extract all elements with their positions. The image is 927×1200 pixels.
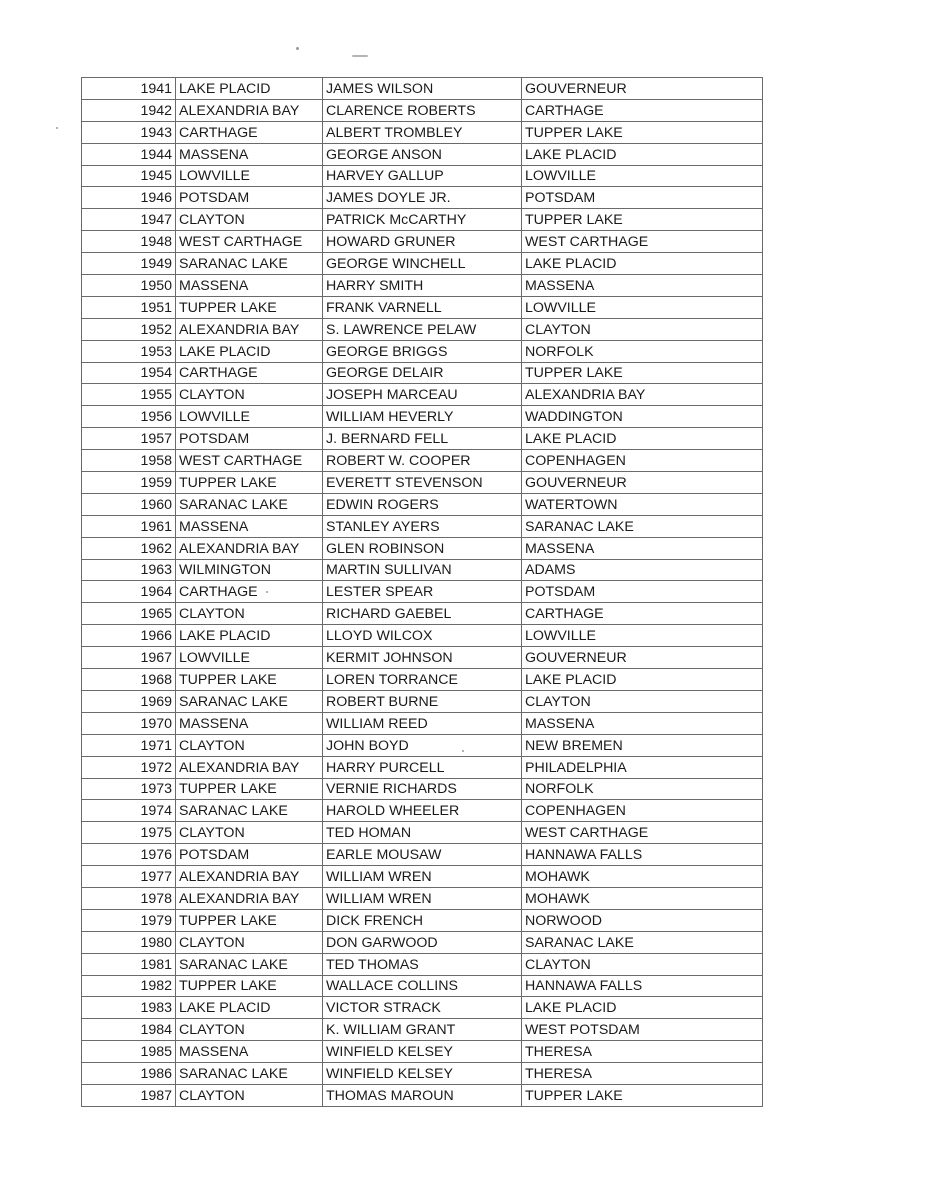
site-cell: ALEXANDRIA BAY bbox=[176, 99, 323, 121]
site-cell: TUPPER LAKE bbox=[176, 975, 323, 997]
name-cell: GEORGE BRIGGS bbox=[323, 340, 522, 362]
table-row bbox=[82, 99, 763, 121]
year-cell: 1942 bbox=[82, 99, 176, 121]
table-row bbox=[82, 450, 763, 472]
site-cell: LAKE PLACID bbox=[176, 340, 323, 362]
hometown-cell: LOWVILLE bbox=[522, 165, 763, 187]
year-cell: 1959 bbox=[82, 472, 176, 494]
hometown-cell: LAKE PLACID bbox=[522, 143, 763, 165]
year-cell: 1986 bbox=[82, 1063, 176, 1085]
hometown-cell: TUPPER LAKE bbox=[522, 121, 763, 143]
hometown-cell: PHILADELPHIA bbox=[522, 756, 763, 778]
hometown-cell: MASSENA bbox=[522, 275, 763, 297]
year-cell: 1980 bbox=[82, 931, 176, 953]
table-row bbox=[82, 515, 763, 537]
year-cell: 1963 bbox=[82, 559, 176, 581]
site-cell: MASSENA bbox=[176, 143, 323, 165]
table-row bbox=[82, 253, 763, 275]
name-cell: WINFIELD KELSEY bbox=[323, 1041, 522, 1063]
scan-speck bbox=[56, 127, 58, 129]
hometown-cell: COPENHAGEN bbox=[522, 800, 763, 822]
hometown-cell: MOHAWK bbox=[522, 866, 763, 888]
hometown-cell: CARTHAGE bbox=[522, 603, 763, 625]
year-cell: 1954 bbox=[82, 362, 176, 384]
table-row bbox=[82, 296, 763, 318]
name-cell: FRANK VARNELL bbox=[323, 296, 522, 318]
year-cell: 1974 bbox=[82, 800, 176, 822]
table-row bbox=[82, 493, 763, 515]
hometown-cell: CLAYTON bbox=[522, 318, 763, 340]
name-cell: MARTIN SULLIVAN bbox=[323, 559, 522, 581]
site-cell: TUPPER LAKE bbox=[176, 909, 323, 931]
hometown-cell: SARANAC LAKE bbox=[522, 931, 763, 953]
name-cell: HAROLD WHEELER bbox=[323, 800, 522, 822]
hometown-cell: TUPPER LAKE bbox=[522, 1084, 763, 1106]
name-cell: RICHARD GAEBEL bbox=[323, 603, 522, 625]
site-cell: POTSDAM bbox=[176, 428, 323, 450]
year-cell: 1972 bbox=[82, 756, 176, 778]
table-row bbox=[82, 209, 763, 231]
year-cell: 1966 bbox=[82, 625, 176, 647]
site-cell: LAKE PLACID bbox=[176, 625, 323, 647]
site-cell: CLAYTON bbox=[176, 603, 323, 625]
table-row bbox=[82, 275, 763, 297]
hometown-cell: LAKE PLACID bbox=[522, 997, 763, 1019]
year-cell: 1949 bbox=[82, 253, 176, 275]
name-cell: EDWIN ROGERS bbox=[323, 493, 522, 515]
hometown-cell: NEW BREMEN bbox=[522, 734, 763, 756]
table-row bbox=[82, 975, 763, 997]
table-row bbox=[82, 844, 763, 866]
site-cell: TUPPER LAKE bbox=[176, 472, 323, 494]
name-cell: JAMES WILSON bbox=[323, 78, 522, 100]
name-cell: WALLACE COLLINS bbox=[323, 975, 522, 997]
scan-speck bbox=[352, 55, 368, 57]
table-row bbox=[82, 121, 763, 143]
name-cell: J. BERNARD FELL bbox=[323, 428, 522, 450]
site-cell: ALEXANDRIA BAY bbox=[176, 866, 323, 888]
hometown-cell: GOUVERNEUR bbox=[522, 78, 763, 100]
table-row bbox=[82, 78, 763, 100]
year-cell: 1985 bbox=[82, 1041, 176, 1063]
table-row bbox=[82, 734, 763, 756]
table-row bbox=[82, 625, 763, 647]
site-cell: SARANAC LAKE bbox=[176, 800, 323, 822]
table-row bbox=[82, 143, 763, 165]
hometown-cell: NORFOLK bbox=[522, 340, 763, 362]
table-row bbox=[82, 778, 763, 800]
name-cell: JAMES DOYLE JR. bbox=[323, 187, 522, 209]
hometown-cell: SARANAC LAKE bbox=[522, 515, 763, 537]
name-cell: JOHN BOYD bbox=[323, 734, 522, 756]
year-cell: 1965 bbox=[82, 603, 176, 625]
table-row bbox=[82, 340, 763, 362]
year-cell: 1941 bbox=[82, 78, 176, 100]
hometown-cell: THERESA bbox=[522, 1063, 763, 1085]
name-cell: WILLIAM WREN bbox=[323, 866, 522, 888]
hometown-cell: COPENHAGEN bbox=[522, 450, 763, 472]
hometown-cell: WEST CARTHAGE bbox=[522, 822, 763, 844]
site-cell: TUPPER LAKE bbox=[176, 669, 323, 691]
table-row bbox=[82, 800, 763, 822]
year-cell: 1977 bbox=[82, 866, 176, 888]
name-cell: EVERETT STEVENSON bbox=[323, 472, 522, 494]
records-table bbox=[81, 77, 763, 1107]
hometown-cell: HANNAWA FALLS bbox=[522, 844, 763, 866]
site-cell: LAKE PLACID bbox=[176, 78, 323, 100]
hometown-cell: POTSDAM bbox=[522, 187, 763, 209]
name-cell: VICTOR STRACK bbox=[323, 997, 522, 1019]
name-cell: DON GARWOOD bbox=[323, 931, 522, 953]
site-cell: MASSENA bbox=[176, 1041, 323, 1063]
scan-speck bbox=[296, 47, 299, 50]
name-cell: VERNIE RICHARDS bbox=[323, 778, 522, 800]
year-cell: 1951 bbox=[82, 296, 176, 318]
year-cell: 1971 bbox=[82, 734, 176, 756]
name-cell: WILLIAM HEVERLY bbox=[323, 406, 522, 428]
site-cell: POTSDAM bbox=[176, 844, 323, 866]
year-cell: 1968 bbox=[82, 669, 176, 691]
site-cell: CARTHAGE bbox=[176, 121, 323, 143]
hometown-cell: TUPPER LAKE bbox=[522, 362, 763, 384]
table-row bbox=[82, 866, 763, 888]
table-row bbox=[82, 909, 763, 931]
site-cell: CLAYTON bbox=[176, 931, 323, 953]
hometown-cell: ADAMS bbox=[522, 559, 763, 581]
year-cell: 1979 bbox=[82, 909, 176, 931]
records-table-body bbox=[82, 78, 763, 1107]
hometown-cell: WEST POTSDAM bbox=[522, 1019, 763, 1041]
name-cell: ALBERT TROMBLEY bbox=[323, 121, 522, 143]
table-row bbox=[82, 1084, 763, 1106]
year-cell: 1943 bbox=[82, 121, 176, 143]
site-cell: MASSENA bbox=[176, 712, 323, 734]
name-cell: HARRY SMITH bbox=[323, 275, 522, 297]
table-row bbox=[82, 1041, 763, 1063]
site-cell: SARANAC LAKE bbox=[176, 690, 323, 712]
year-cell: 1960 bbox=[82, 493, 176, 515]
hometown-cell: LAKE PLACID bbox=[522, 253, 763, 275]
hometown-cell: ALEXANDRIA BAY bbox=[522, 384, 763, 406]
site-cell: POTSDAM bbox=[176, 187, 323, 209]
table-row bbox=[82, 559, 763, 581]
name-cell: WINFIELD KELSEY bbox=[323, 1063, 522, 1085]
site-cell: ALEXANDRIA BAY bbox=[176, 318, 323, 340]
hometown-cell: WATERTOWN bbox=[522, 493, 763, 515]
year-cell: 1958 bbox=[82, 450, 176, 472]
site-cell: CLAYTON bbox=[176, 1084, 323, 1106]
table-row bbox=[82, 187, 763, 209]
name-cell: WILLIAM REED bbox=[323, 712, 522, 734]
year-cell: 1950 bbox=[82, 275, 176, 297]
hometown-cell: WEST CARTHAGE bbox=[522, 231, 763, 253]
hometown-cell: POTSDAM bbox=[522, 581, 763, 603]
name-cell: GEORGE WINCHELL bbox=[323, 253, 522, 275]
site-cell: SARANAC LAKE bbox=[176, 493, 323, 515]
hometown-cell: CLAYTON bbox=[522, 690, 763, 712]
name-cell: TED THOMAS bbox=[323, 953, 522, 975]
site-cell: LAKE PLACID bbox=[176, 997, 323, 1019]
site-cell: CARTHAGE bbox=[176, 362, 323, 384]
name-cell: S. LAWRENCE PELAW bbox=[323, 318, 522, 340]
year-cell: 1948 bbox=[82, 231, 176, 253]
year-cell: 1981 bbox=[82, 953, 176, 975]
site-cell: SARANAC LAKE bbox=[176, 953, 323, 975]
site-cell: LOWVILLE bbox=[176, 647, 323, 669]
year-cell: 1946 bbox=[82, 187, 176, 209]
table-row bbox=[82, 822, 763, 844]
year-cell: 1984 bbox=[82, 1019, 176, 1041]
name-cell: DICK FRENCH bbox=[323, 909, 522, 931]
site-cell: CLAYTON bbox=[176, 209, 323, 231]
year-cell: 1970 bbox=[82, 712, 176, 734]
hometown-cell: WADDINGTON bbox=[522, 406, 763, 428]
table-row bbox=[82, 472, 763, 494]
hometown-cell: TUPPER LAKE bbox=[522, 209, 763, 231]
site-cell: ALEXANDRIA BAY bbox=[176, 756, 323, 778]
year-cell: 1956 bbox=[82, 406, 176, 428]
site-cell: TUPPER LAKE bbox=[176, 296, 323, 318]
site-cell: WEST CARTHAGE bbox=[176, 231, 323, 253]
name-cell: ROBERT W. COOPER bbox=[323, 450, 522, 472]
name-cell: HARRY PURCELL bbox=[323, 756, 522, 778]
table-row bbox=[82, 690, 763, 712]
hometown-cell: NORWOOD bbox=[522, 909, 763, 931]
table-row bbox=[82, 887, 763, 909]
table-row bbox=[82, 756, 763, 778]
hometown-cell: LAKE PLACID bbox=[522, 669, 763, 691]
hometown-cell: LOWVILLE bbox=[522, 625, 763, 647]
year-cell: 1957 bbox=[82, 428, 176, 450]
name-cell: ROBERT BURNE bbox=[323, 690, 522, 712]
site-cell: MASSENA bbox=[176, 515, 323, 537]
table-row bbox=[82, 1019, 763, 1041]
site-cell: ALEXANDRIA BAY bbox=[176, 887, 323, 909]
site-cell: WEST CARTHAGE bbox=[176, 450, 323, 472]
table-row bbox=[82, 953, 763, 975]
year-cell: 1964 bbox=[82, 581, 176, 603]
hometown-cell: LAKE PLACID bbox=[522, 428, 763, 450]
site-cell: CLAYTON bbox=[176, 1019, 323, 1041]
name-cell: KERMIT JOHNSON bbox=[323, 647, 522, 669]
site-cell: TUPPER LAKE bbox=[176, 778, 323, 800]
table-row bbox=[82, 712, 763, 734]
table-row bbox=[82, 581, 763, 603]
year-cell: 1945 bbox=[82, 165, 176, 187]
table-row bbox=[82, 669, 763, 691]
name-cell: GLEN ROBINSON bbox=[323, 537, 522, 559]
table-row bbox=[82, 647, 763, 669]
table-row bbox=[82, 537, 763, 559]
name-cell: CLARENCE ROBERTS bbox=[323, 99, 522, 121]
hometown-cell: HANNAWA FALLS bbox=[522, 975, 763, 997]
hometown-cell: THERESA bbox=[522, 1041, 763, 1063]
name-cell: HOWARD GRUNER bbox=[323, 231, 522, 253]
name-cell: EARLE MOUSAW bbox=[323, 844, 522, 866]
year-cell: 1955 bbox=[82, 384, 176, 406]
hometown-cell: LOWVILLE bbox=[522, 296, 763, 318]
name-cell: LOREN TORRANCE bbox=[323, 669, 522, 691]
name-cell: TED HOMAN bbox=[323, 822, 522, 844]
hometown-cell: GOUVERNEUR bbox=[522, 647, 763, 669]
hometown-cell: GOUVERNEUR bbox=[522, 472, 763, 494]
name-cell: JOSEPH MARCEAU bbox=[323, 384, 522, 406]
name-cell: HARVEY GALLUP bbox=[323, 165, 522, 187]
site-cell: CLAYTON bbox=[176, 384, 323, 406]
year-cell: 1987 bbox=[82, 1084, 176, 1106]
site-cell: LOWVILLE bbox=[176, 165, 323, 187]
table-row bbox=[82, 362, 763, 384]
table-row bbox=[82, 997, 763, 1019]
year-cell: 1973 bbox=[82, 778, 176, 800]
name-cell: STANLEY AYERS bbox=[323, 515, 522, 537]
site-cell: ALEXANDRIA BAY bbox=[176, 537, 323, 559]
name-cell: PATRICK McCARTHY bbox=[323, 209, 522, 231]
site-cell: CLAYTON bbox=[176, 734, 323, 756]
year-cell: 1947 bbox=[82, 209, 176, 231]
site-cell: CARTHAGE bbox=[176, 581, 323, 603]
name-cell: WILLIAM WREN bbox=[323, 887, 522, 909]
year-cell: 1952 bbox=[82, 318, 176, 340]
year-cell: 1976 bbox=[82, 844, 176, 866]
name-cell: GEORGE DELAIR bbox=[323, 362, 522, 384]
name-cell: LESTER SPEAR bbox=[323, 581, 522, 603]
name-cell: LLOYD WILCOX bbox=[323, 625, 522, 647]
year-cell: 1953 bbox=[82, 340, 176, 362]
year-cell: 1969 bbox=[82, 690, 176, 712]
table-row bbox=[82, 231, 763, 253]
site-cell: LOWVILLE bbox=[176, 406, 323, 428]
table-row bbox=[82, 165, 763, 187]
table-row bbox=[82, 1063, 763, 1085]
year-cell: 1983 bbox=[82, 997, 176, 1019]
hometown-cell: CARTHAGE bbox=[522, 99, 763, 121]
site-cell: SARANAC LAKE bbox=[176, 253, 323, 275]
hometown-cell: MOHAWK bbox=[522, 887, 763, 909]
table-row bbox=[82, 603, 763, 625]
hometown-cell: CLAYTON bbox=[522, 953, 763, 975]
name-cell: GEORGE ANSON bbox=[323, 143, 522, 165]
site-cell: MASSENA bbox=[176, 275, 323, 297]
year-cell: 1982 bbox=[82, 975, 176, 997]
site-cell: CLAYTON bbox=[176, 822, 323, 844]
table-row bbox=[82, 406, 763, 428]
table-row bbox=[82, 931, 763, 953]
year-cell: 1978 bbox=[82, 887, 176, 909]
name-cell: K. WILLIAM GRANT bbox=[323, 1019, 522, 1041]
site-cell: SARANAC LAKE bbox=[176, 1063, 323, 1085]
name-cell: THOMAS MAROUN bbox=[323, 1084, 522, 1106]
table-row bbox=[82, 384, 763, 406]
table-row bbox=[82, 318, 763, 340]
hometown-cell: MASSENA bbox=[522, 712, 763, 734]
year-cell: 1944 bbox=[82, 143, 176, 165]
hometown-cell: MASSENA bbox=[522, 537, 763, 559]
table-row bbox=[82, 428, 763, 450]
year-cell: 1975 bbox=[82, 822, 176, 844]
site-cell: WILMINGTON bbox=[176, 559, 323, 581]
year-cell: 1967 bbox=[82, 647, 176, 669]
hometown-cell: NORFOLK bbox=[522, 778, 763, 800]
year-cell: 1962 bbox=[82, 537, 176, 559]
year-cell: 1961 bbox=[82, 515, 176, 537]
